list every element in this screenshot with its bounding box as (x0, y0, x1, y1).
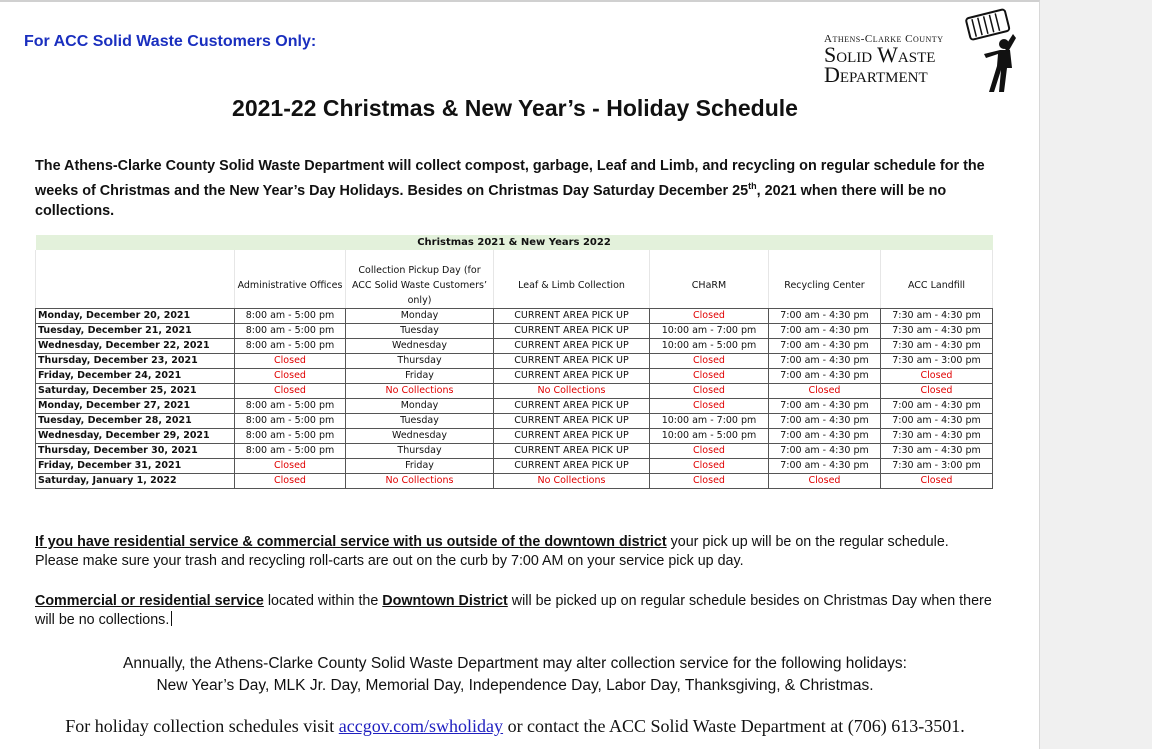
commercial-residential-emphasis: Commercial or residential service (35, 593, 264, 609)
column-header-date (36, 262, 235, 309)
cell-date: Saturday, December 25, 2021 (36, 384, 235, 399)
column-header-charm: CHaRM (650, 262, 769, 309)
outside-downtown-emphasis: If you have residential service & commercial service with us outside of the downtown district (35, 534, 667, 550)
cell-admin-offices: 8:00 am - 5:00 pm (235, 414, 346, 429)
cell-date: Saturday, January 1, 2022 (36, 474, 235, 489)
table-row (36, 324, 993, 339)
cell-leaf-limb: CURRENT AREA PICK UP (494, 429, 650, 444)
annual-line-1: Annually, the Athens-Clarke County Solid Waste Department may alter collection service for the following holidays: (123, 655, 907, 672)
table-row (36, 444, 993, 459)
cell-admin-offices: 8:00 am - 5:00 pm (235, 309, 346, 324)
table-caption: Christmas 2021 & New Years 2022 (36, 235, 993, 250)
cell-collection-pickup: Tuesday (346, 324, 494, 339)
cell-admin-offices: Closed (235, 369, 346, 384)
cell-leaf-limb: CURRENT AREA PICK UP (494, 339, 650, 354)
logo-department-text: Department (824, 62, 928, 87)
cell-charm: 10:00 am - 5:00 pm (650, 339, 769, 354)
cell-charm: Closed (650, 384, 769, 399)
cell-leaf-limb: CURRENT AREA PICK UP (494, 369, 650, 384)
cell-landfill: Closed (881, 474, 993, 489)
annual-holidays-note (0, 653, 1030, 697)
intro-paragraph (35, 156, 995, 221)
cell-date: Thursday, December 23, 2021 (36, 354, 235, 369)
cell-collection-pickup: Wednesday (346, 339, 494, 354)
table-row (36, 309, 993, 324)
contact-text-post: or contact the ACC Solid Waste Department at (706) 613-3501. (503, 716, 965, 736)
cell-recycling-center: 7:00 am - 4:30 pm (769, 399, 881, 414)
table-row (36, 474, 993, 489)
table-row (36, 429, 993, 444)
cell-date: Tuesday, December 28, 2021 (36, 414, 235, 429)
cell-recycling-center: 7:00 am - 4:30 pm (769, 369, 881, 384)
outside-downtown-paragraph (35, 533, 995, 571)
cell-charm: Closed (650, 309, 769, 324)
cell-admin-offices: 8:00 am - 5:00 pm (235, 399, 346, 414)
logo-county-text: Athens-Clarke County (824, 33, 944, 45)
worker-carrying-bin-icon (964, 8, 1024, 94)
cell-date: Thursday, December 30, 2021 (36, 444, 235, 459)
cell-landfill: 7:00 am - 4:30 pm (881, 399, 993, 414)
cell-charm: 10:00 am - 5:00 pm (650, 429, 769, 444)
table-header-row (36, 262, 993, 309)
swholiday-link[interactable]: accgov.com/swholiday (338, 716, 504, 736)
cell-leaf-limb: CURRENT AREA PICK UP (494, 309, 650, 324)
cell-landfill: 7:30 am - 4:30 pm (881, 324, 993, 339)
cell-landfill: 7:00 am - 4:30 pm (881, 414, 993, 429)
cell-collection-pickup: Tuesday (346, 414, 494, 429)
cell-date: Wednesday, December 22, 2021 (36, 339, 235, 354)
column-header-leaf-limb: Leaf & Limb Collection (494, 262, 650, 309)
cell-recycling-center: 7:00 am - 4:30 pm (769, 429, 881, 444)
cell-date: Monday, December 27, 2021 (36, 399, 235, 414)
downtown-text-2: will be picked up on regular schedule besides on Christmas Day when there will be no collections. (35, 593, 992, 628)
cell-admin-offices: 8:00 am - 5:00 pm (235, 444, 346, 459)
cell-landfill: 7:30 am - 3:00 pm (881, 354, 993, 369)
cell-landfill: 7:30 am - 3:00 pm (881, 459, 993, 474)
cell-recycling-center: 7:00 am - 4:30 pm (769, 459, 881, 474)
cell-landfill: Closed (881, 384, 993, 399)
downtown-district-emphasis: Downtown District (382, 593, 508, 609)
cell-charm: Closed (650, 354, 769, 369)
column-header-admin-offices: Administrative Offices (235, 262, 346, 309)
cell-landfill: 7:30 am - 4:30 pm (881, 429, 993, 444)
cell-recycling-center: 7:00 am - 4:30 pm (769, 354, 881, 369)
column-header-landfill: ACC Landfill (881, 262, 993, 309)
cell-leaf-limb: No Collections (494, 474, 650, 489)
cell-admin-offices: 8:00 am - 5:00 pm (235, 429, 346, 444)
table-row (36, 384, 993, 399)
cell-collection-pickup: Thursday (346, 354, 494, 369)
contact-line (0, 716, 1030, 737)
contact-text-pre: For holiday collection schedules visit (65, 716, 339, 736)
cell-recycling-center: 7:00 am - 4:30 pm (769, 309, 881, 324)
holiday-schedule-table (35, 235, 993, 489)
logo-solid-waste-text: Solid Waste (824, 42, 936, 67)
cell-leaf-limb: CURRENT AREA PICK UP (494, 459, 650, 474)
customers-only-heading: For ACC Solid Waste Customers Only: (24, 33, 317, 50)
cell-charm: Closed (650, 399, 769, 414)
intro-superscript: th (748, 181, 757, 191)
cell-recycling-center: Closed (769, 474, 881, 489)
annual-line-2: New Year’s Day, MLK Jr. Day, Memorial Day, Independence Day, Labor Day, Thanksgiving, & Christmas. (156, 677, 874, 694)
table-body (36, 309, 993, 489)
page-title: 2021-22 Christmas & New Year’s - Holiday Schedule (232, 95, 798, 121)
cell-charm: Closed (650, 444, 769, 459)
cell-date: Tuesday, December 21, 2021 (36, 324, 235, 339)
cell-admin-offices: 8:00 am - 5:00 pm (235, 339, 346, 354)
cell-landfill: 7:30 am - 4:30 pm (881, 339, 993, 354)
cell-recycling-center: 7:00 am - 4:30 pm (769, 444, 881, 459)
intro-text-part2: , 2021 when there will be no collections. (35, 182, 947, 219)
cell-landfill: 7:30 am - 4:30 pm (881, 309, 993, 324)
table-row (36, 459, 993, 474)
cell-recycling-center: 7:00 am - 4:30 pm (769, 324, 881, 339)
table-row (36, 339, 993, 354)
table-spacer-row (36, 250, 993, 262)
cell-recycling-center: Closed (769, 384, 881, 399)
table-row (36, 354, 993, 369)
cell-leaf-limb: CURRENT AREA PICK UP (494, 354, 650, 369)
cell-admin-offices: Closed (235, 384, 346, 399)
cell-collection-pickup: No Collections (346, 384, 494, 399)
cell-admin-offices: Closed (235, 459, 346, 474)
cell-collection-pickup: Monday (346, 309, 494, 324)
cell-admin-offices: 8:00 am - 5:00 pm (235, 324, 346, 339)
cell-admin-offices: Closed (235, 474, 346, 489)
cell-leaf-limb: CURRENT AREA PICK UP (494, 414, 650, 429)
cell-collection-pickup: Wednesday (346, 429, 494, 444)
column-header-recycling-center: Recycling Center (769, 262, 881, 309)
cell-admin-offices: Closed (235, 354, 346, 369)
text-cursor (171, 611, 172, 626)
intro-text-part1: The Athens-Clarke County Solid Waste Department will collect compost, garbage, Leaf and Limb, and recycling on regular schedule for the weeks of Christmas and the New Year’s Day Holidays. Besides on Christmas Day Saturday December 25 (35, 158, 985, 199)
cell-collection-pickup: Thursday (346, 444, 494, 459)
table-row (36, 399, 993, 414)
cell-charm: Closed (650, 369, 769, 384)
outside-downtown-text: your pick up will be on the regular schedule. Please make sure your trash and recycling roll-carts are out on the curb by 7:00 AM on your service pick up day. (35, 534, 949, 569)
cell-date: Friday, December 24, 2021 (36, 369, 235, 384)
downtown-district-paragraph (35, 592, 995, 630)
cell-leaf-limb: No Collections (494, 384, 650, 399)
cell-landfill: 7:30 am - 4:30 pm (881, 444, 993, 459)
cell-date: Wednesday, December 29, 2021 (36, 429, 235, 444)
cell-charm: Closed (650, 459, 769, 474)
table-row (36, 369, 993, 384)
solid-waste-logo (824, 8, 1024, 94)
cell-leaf-limb: CURRENT AREA PICK UP (494, 324, 650, 339)
table-caption-row (36, 235, 993, 250)
cell-leaf-limb: CURRENT AREA PICK UP (494, 444, 650, 459)
column-header-collection-pickup: Collection Pickup Day (for ACC Solid Waste Customers’ only) (346, 262, 494, 309)
cell-collection-pickup: Friday (346, 459, 494, 474)
cell-recycling-center: 7:00 am - 4:30 pm (769, 414, 881, 429)
cell-leaf-limb: CURRENT AREA PICK UP (494, 399, 650, 414)
cell-charm: 10:00 am - 7:00 pm (650, 414, 769, 429)
cell-collection-pickup: No Collections (346, 474, 494, 489)
cell-date: Friday, December 31, 2021 (36, 459, 235, 474)
cell-collection-pickup: Friday (346, 369, 494, 384)
downtown-text-1: located within the (263, 593, 383, 609)
cell-charm: 10:00 am - 7:00 pm (650, 324, 769, 339)
table-row (36, 414, 993, 429)
cell-date: Monday, December 20, 2021 (36, 309, 235, 324)
cell-landfill: Closed (881, 369, 993, 384)
cell-collection-pickup: Monday (346, 399, 494, 414)
cell-recycling-center: 7:00 am - 4:30 pm (769, 339, 881, 354)
cell-charm: Closed (650, 474, 769, 489)
